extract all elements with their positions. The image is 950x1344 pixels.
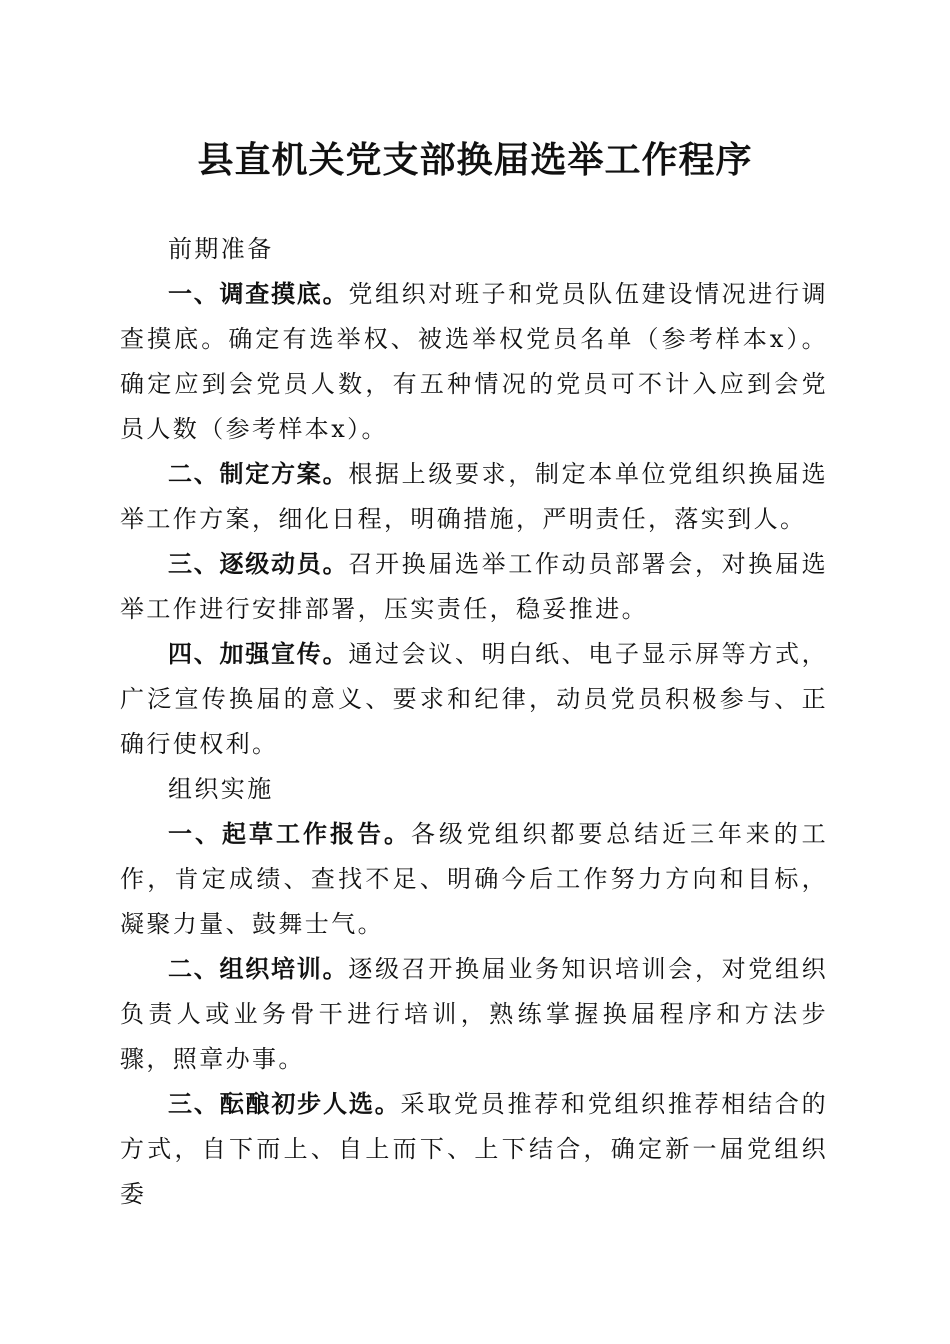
section-label-implementation: 组织实施 <box>168 775 274 803</box>
paragraph-heading: 二、制定方案。 <box>168 460 349 488</box>
paragraph-text: 各级党组织都要总结近三年来的工作，肯定成绩、查找不足、明确今后工作努力方向和目标，凝聚力量、鼓舞士气。 <box>120 820 828 938</box>
document-title: 县直机关党支部换届选举工作程序 <box>197 139 753 181</box>
paragraph-text: 通过会议、明白纸、电子显示屏等方式，广泛宣传换届的意义、要求和纪律，动员党员积极参与、正确行使权利。 <box>120 640 829 758</box>
paragraph-heading: 三、逐级动员。 <box>168 550 349 578</box>
paragraph-report <box>120 812 828 947</box>
paragraph-plan <box>120 452 828 542</box>
paragraph-text: 根据上级要求，制定本单位党组织换届选举工作方案，细化日程，明确措施，严明责任，落实到人。 <box>120 460 829 533</box>
section-label-preparation: 前期准备 <box>168 235 274 263</box>
paragraph-mobilize <box>120 542 828 632</box>
paragraph-heading: 四、加强宣传。 <box>168 640 349 668</box>
paragraph-heading: 一、调查摸底。 <box>168 280 349 308</box>
paragraph-survey <box>120 272 828 452</box>
paragraph-candidates <box>120 1082 828 1217</box>
paragraph-text: 逐级召开换届业务知识培训会，对党组织负责人或业务骨干进行培训，熟练掌握换届程序和方法步骤，照章办事。 <box>120 955 829 1073</box>
paragraph-training <box>120 947 828 1082</box>
paragraph-text: 党组织对班子和党员队伍建设情况进行调查摸底。确定有选举权、被选举权党员名单（参考样本x）。确定应到会党员人数，有五种情况的党员可不计入应到会党员人数（参考样本x）。 <box>120 280 829 443</box>
paragraph-heading: 二、组织培训。 <box>168 955 349 983</box>
paragraph-publicity <box>120 632 828 767</box>
paragraph-heading: 一、起草工作报告。 <box>168 820 411 848</box>
paragraph-text: 采取党员推荐和党组织推荐相结合的方式，自下而上、自上而下、上下结合，确定新一届党组织委 <box>120 1090 829 1208</box>
paragraph-text: 召开换届选举工作动员部署会，对换届选举工作进行安排部署，压实责任，稳妥推进。 <box>120 550 829 623</box>
document-body <box>120 227 828 1217</box>
paragraph-heading: 三、酝酿初步人选。 <box>168 1090 401 1118</box>
